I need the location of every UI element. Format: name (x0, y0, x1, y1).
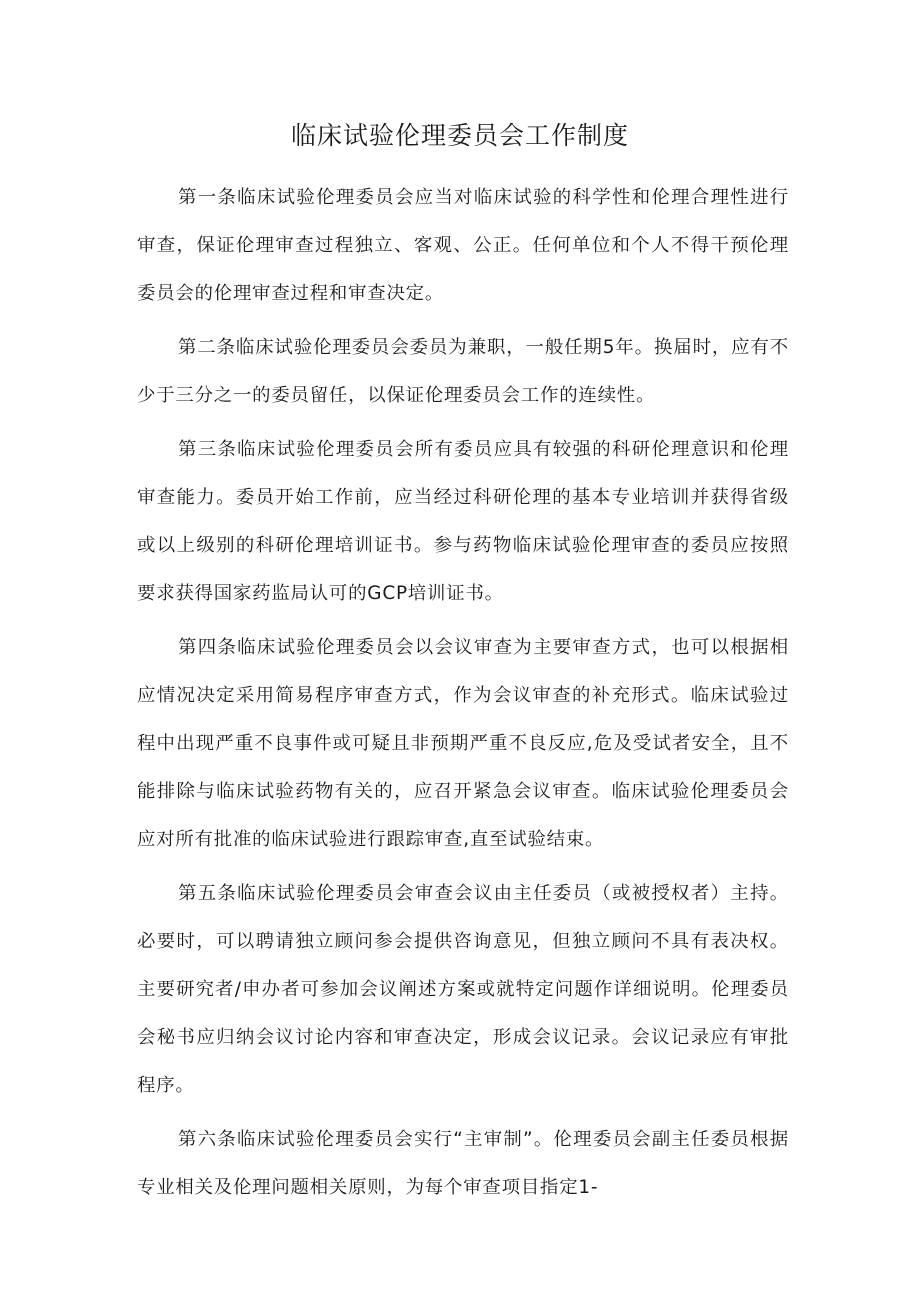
article-1-paragraph: 第一条临床试验伦理委员会应当对临床试验的科学性和伦理合理性进行审查，保证伦理审查过程独立、客观、公正。任何单位和个人不得干预伦理委员会的伦理审查过程和审查决定。 (137, 187, 789, 304)
article-5-paragraph: 第五条临床试验伦理委员会审查会议由主任委员（或被授权者）主持。必要时，可以聘请独立顾问参会提供咨询意见，但独立顾问不具有表决权。主要研究者/申办者可参加会议阐述方案或就特定问题作详细说明。伦理委员会秘书应归纳会议讨论内容和审查决定，形成会议记录。会议记录应有审批程序。 (137, 883, 789, 1096)
article-3-paragraph: 第三条临床试验伦理委员会所有委员应具有较强的科研伦理意识和伦理审查能力。委员开始工作前，应当经过科研伦理的基本专业培训并获得省级或以上级别的科研伦理培训证书。参与药物临床试验伦理审查的委员应按照要求获得国家药监局认可的GCP培训证书。 (137, 439, 789, 604)
article-6-paragraph: 第六条临床试验伦理委员会实行“主审制”。伦理委员会副主任委员根据专业相关及伦理问题相关原则，为每个审查项目指定1- (137, 1129, 789, 1198)
document-title: 临床试验伦理委员会工作制度 (290, 121, 629, 150)
article-2-paragraph: 第二条临床试验伦理委员会委员为兼职，一般任期5年。换届时，应有不少于三分之一的委员留任，以保证伦理委员会工作的连续性。 (137, 337, 789, 406)
article-4-paragraph: 第四条临床试验伦理委员会以会议审查为主要审查方式，也可以根据相应情况决定采用简易程序审查方式，作为会议审查的补充形式。临床试验过程中出现严重不良事件或可疑且非预期严重不良反应,危及受试者安全，且不能排除与临床试验药物有关的，应召开紧急会议审查。临床试验伦理委员会应对所有批准的临床试验进行跟踪审查,直至试验结束。 (137, 637, 789, 850)
document-body (137, 174, 789, 1212)
